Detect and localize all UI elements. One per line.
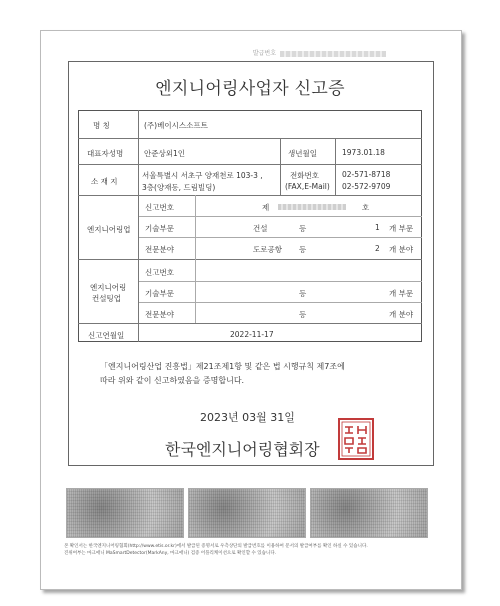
- statement-line-2: 따라 위와 같이 신고하였음을 증명합니다.: [100, 376, 245, 385]
- issue-number-label: 발급번호: [252, 50, 276, 57]
- engineering-reg-no-redacted: [278, 204, 346, 210]
- security-pattern-2: [188, 488, 306, 538]
- engineering-field-count: 2: [375, 244, 380, 253]
- report-date-label: 신고연월일: [88, 331, 125, 340]
- security-pattern-3: [310, 488, 428, 538]
- statement-line-1: 「엔지니어링산업 진흥법」제21조제1항 및 같은 법 시행규칙 제7조에: [100, 362, 345, 371]
- issue-number: [240, 48, 395, 58]
- consulting-section-label-2: 컨설팅업: [92, 294, 121, 303]
- engineering-tech-label: 기술부문: [145, 224, 174, 233]
- consulting-reg-no-label: 신고번호: [145, 268, 174, 277]
- issuer-name: 한국엔지니어링협회장: [165, 440, 320, 459]
- address-line-2: 3층(양재동, 드림빌딩): [142, 183, 216, 192]
- representative-name: 안준상외1인: [144, 149, 185, 158]
- phone-label: 전화번호: [290, 171, 319, 180]
- engineering-tech-unit: 개 부문: [389, 224, 414, 233]
- consulting-tech-etc: 등: [299, 289, 307, 298]
- phone-value: 02-571-8718: [342, 170, 391, 179]
- engineering-section-label: 엔지니어링업: [87, 225, 131, 234]
- engineering-reg-no-suffix: 호: [362, 203, 370, 212]
- issue-date: 2023년 03월 31일: [200, 411, 295, 424]
- consulting-tech-unit: 개 부문: [389, 289, 414, 298]
- fax-email-label: (FAX,E-Mail): [285, 182, 330, 191]
- engineering-tech-etc: 등: [299, 224, 307, 233]
- fax-value: 02-572-9709: [342, 182, 391, 191]
- verification-note: [64, 543, 424, 557]
- company-name: (주)베이시스소프트: [144, 121, 208, 130]
- engineering-field-etc: 등: [299, 245, 307, 254]
- engineering-reg-no-label: 신고번호: [145, 203, 174, 212]
- consulting-field-unit: 개 분야: [389, 310, 414, 319]
- engineering-field-label: 전문분야: [145, 245, 174, 254]
- birthdate-label: 생년월일: [288, 149, 317, 158]
- certification-statement: [100, 360, 400, 388]
- engineering-field-unit: 개 분야: [389, 245, 414, 254]
- footer-line-2: 진위여부는 마크애니 MaSmartDetector(MarkAny, 마크애니) 검증 어플리케이션으로 확인할 수 있습니다.: [64, 551, 277, 556]
- official-seal-icon: [338, 418, 374, 460]
- engineering-tech-count: 1: [375, 223, 380, 232]
- address-line-1: 서울특별시 서초구 양재천로 103-3 ,: [142, 171, 263, 180]
- name-label: 명 칭: [93, 121, 110, 130]
- consulting-field-label: 전문분야: [145, 310, 174, 319]
- address-label: 소 재 지: [91, 177, 118, 186]
- representative-label: 대표자성명: [87, 149, 124, 158]
- consulting-section-label-1: 엔지니어링: [90, 283, 127, 292]
- consulting-tech-label: 기술부문: [145, 289, 174, 298]
- engineering-reg-no-prefix: 제: [262, 203, 270, 212]
- engineering-field-value: 도로공항: [253, 245, 282, 254]
- consulting-field-etc: 등: [299, 310, 307, 319]
- engineering-tech-value: 건설: [253, 224, 268, 233]
- report-date-value: 2022-11-17: [230, 330, 274, 339]
- footer-line-1: 본 확인서는 한국엔지니어링협회(http://www.etis.or.kr)에서 발급된 증명서로 우측상단의 발급번호를 이용하여 문서의 발급여부를 확인 하실 수 있습니다.: [64, 544, 368, 549]
- issue-number-redacted: [280, 51, 386, 57]
- birthdate-value: 1973.01.18: [342, 148, 385, 157]
- security-pattern-1: [66, 488, 184, 538]
- page-title: 엔지니어링사업자 신고증: [155, 79, 345, 99]
